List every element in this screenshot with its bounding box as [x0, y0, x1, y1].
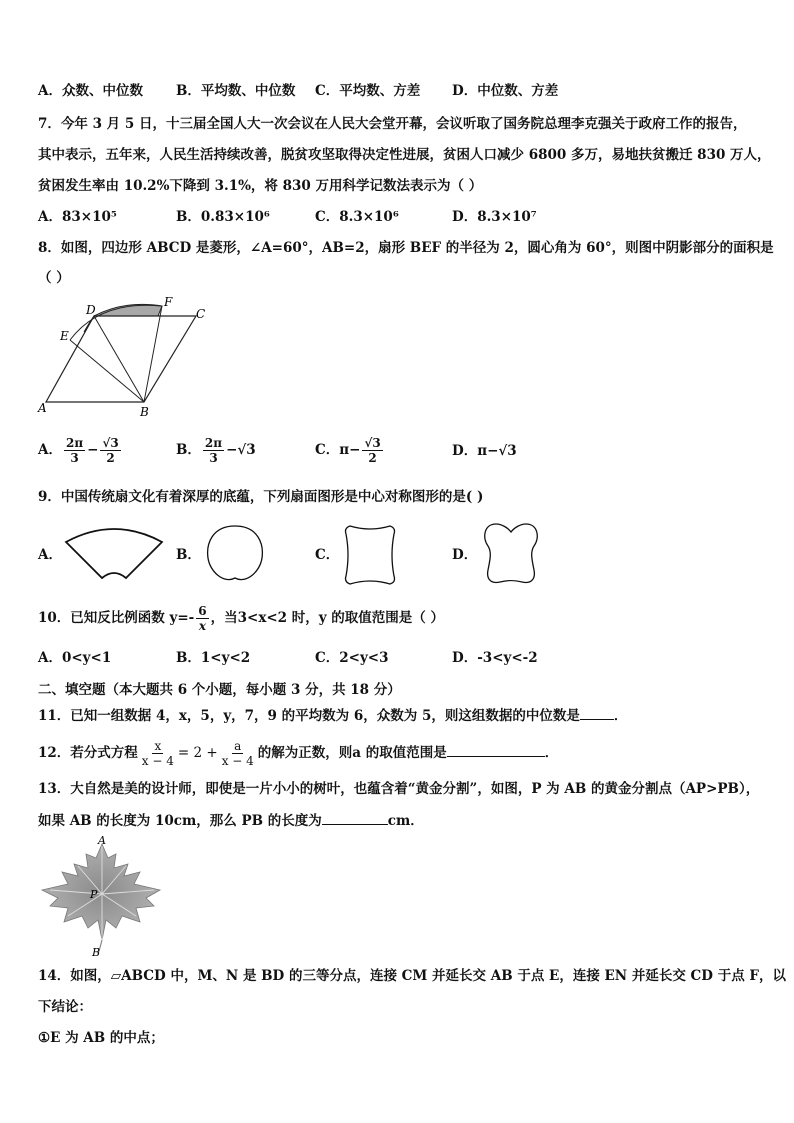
- q8-option-b-prefix: B．: [176, 442, 201, 458]
- q12-line: [38, 735, 558, 771]
- q10-option-d: D．-3<y<-2: [452, 650, 538, 666]
- q11-answer-blank: [580, 705, 614, 720]
- q6-option-b: B．平均数、中位数: [176, 83, 296, 99]
- q9-option-d: D．: [452, 547, 478, 563]
- rhombus-figure: [30, 292, 220, 420]
- q8-option-a-den1: 3: [70, 451, 79, 465]
- fan-shape-a-icon: [64, 524, 164, 584]
- q10-option-b: B．1<y<2: [176, 650, 251, 666]
- maple-leaf-figure: [36, 836, 168, 958]
- q6-option-a: A．众数、中位数: [38, 83, 143, 99]
- q8-option-d: D．π−√3: [452, 443, 517, 459]
- q8-option-a-frac2: [100, 436, 120, 465]
- q8-option-c-prefix: C．: [315, 442, 340, 458]
- q8-option-b: [176, 432, 256, 468]
- label-b: B: [140, 405, 149, 419]
- q7-option-c: C．8.3×10⁶: [315, 209, 399, 225]
- q6-option-c: C．平均数、方差: [315, 83, 421, 99]
- q10-pre: 10．已知反比例函数 y=-: [38, 610, 195, 626]
- q8-option-c-den: 2: [368, 451, 377, 465]
- q8-option-c-num: √3: [364, 436, 381, 450]
- q8-option-c: [315, 432, 385, 468]
- q8-option-a: [38, 432, 123, 468]
- q11-end: ．: [613, 708, 628, 724]
- q9-option-c: C．: [315, 547, 340, 563]
- q8-option-a-minus: −: [87, 442, 99, 458]
- q13-line-2-post: cm．: [387, 813, 424, 829]
- q10-post: ，当3<x<2 时，y 的取值范围是（ ）: [210, 610, 445, 626]
- label-c: C: [196, 307, 206, 321]
- q13-line-1: 13．大自然是美的设计师，即使是一片小小的树叶，也蕴含着“黄金分割”，如图，P 为 AB 的黄金分割点（AP>PB），: [38, 781, 760, 797]
- q8-line-1: 8．如图，四边形 ABCD 是菱形，∠A=60°，AB=2，扇形 BEF 的半径为 2，圆心角为 60°，则图中阴影部分的面积是: [38, 240, 774, 256]
- q7-option-a: A．83×10⁵: [38, 209, 117, 225]
- fan-shape-c-icon: [342, 522, 398, 588]
- q8-option-b-num: 2π: [204, 436, 223, 450]
- q9-option-a: A．: [38, 547, 62, 563]
- q14-line-1: 14．如图，▱ABCD 中，M、N 是 BD 的三等分点，连接 CM 并延长交 AB 于点 E，连接 EN 并延长交 CD 于点 F，以: [38, 968, 786, 984]
- q12-post: 的解为正数，则a 的取值范围是: [257, 745, 447, 761]
- q9-option-b: B．: [176, 547, 201, 563]
- q8-option-a-frac1: [64, 436, 85, 465]
- q11-text: 11．已知一组数据 4，x，5，y，7，9 的平均数为 6，众数为 5，则这组数据的中位数是: [38, 708, 580, 724]
- q6-option-d: D．中位数、方差: [452, 83, 559, 99]
- q8-option-a-num2: √3: [102, 436, 119, 450]
- q10-den: x: [198, 619, 206, 633]
- fan-shape-d-icon: [480, 520, 542, 588]
- label-f: F: [164, 295, 173, 309]
- label-e: E: [60, 329, 69, 343]
- q8-option-a-prefix: A．: [38, 442, 62, 458]
- q9-line-1: 9．中国传统扇文化有着深厚的底蕴，下列扇面图形是中心对称图形的是( ): [38, 489, 484, 505]
- q14-line-3: ①E 为 AB 的中点；: [38, 1030, 164, 1046]
- leaf-label-a: A: [98, 836, 106, 847]
- q12-num2: a: [234, 739, 242, 753]
- q8-option-c-frac: [362, 436, 382, 465]
- q13-answer-blank: [322, 810, 388, 825]
- q12-den2: x − 4: [221, 754, 254, 768]
- q8-option-b-den: 3: [209, 451, 218, 465]
- leaf-label-b: B: [92, 946, 101, 958]
- q14-line-2: 下结论：: [38, 999, 92, 1015]
- q13-line-2-pre: 如果 AB 的长度为 10cm，那么 PB 的长度为: [38, 813, 322, 829]
- q12-end: ．: [544, 745, 559, 761]
- q8-option-c-pre: π−: [339, 442, 361, 458]
- q10-option-c: C．2<y<3: [315, 650, 389, 666]
- leaf-label-p: P: [90, 888, 98, 901]
- fan-shape-b-icon: [204, 522, 266, 588]
- q8-option-b-frac: [203, 436, 224, 465]
- q10-frac: [196, 604, 208, 633]
- q7-option-d: D．8.3×10⁷: [452, 209, 537, 225]
- q8-option-a-den2: 2: [106, 451, 115, 465]
- q8-option-b-rest: −√3: [226, 442, 256, 458]
- q10-line: [38, 604, 444, 633]
- q7-line-1: 7．今年 3 月 5 日，十三届全国人大一次会议在人民大会堂开幕，会议听取了国务院总理李克强关于政府工作的报告，: [38, 116, 747, 132]
- q10-option-a: A．0<y<1: [38, 650, 112, 666]
- q12-den1: x − 4: [141, 754, 174, 768]
- q12-mid: = 2 +: [177, 745, 218, 761]
- q7-option-b: B．0.83×10⁶: [176, 209, 270, 225]
- q12-pre: 12．若分式方程: [38, 745, 138, 761]
- q12-frac1: [140, 739, 176, 768]
- q10-num: 6: [198, 604, 207, 618]
- q13-line-2: [38, 810, 424, 831]
- q7-line-2: 其中表示，五年来，人民生活持续改善，脱贫攻坚取得决定性进展，贫困人口减少 6800 多万，易地扶贫搬迁 830 万人，: [38, 147, 771, 163]
- q11-line: [38, 705, 627, 726]
- q12-answer-blank: [447, 742, 545, 757]
- q12-num1: x: [154, 739, 162, 753]
- q8-line-2: （ ）: [38, 270, 70, 286]
- label-a: A: [38, 401, 47, 415]
- q8-option-a-num1: 2π: [65, 436, 84, 450]
- label-d: D: [86, 303, 96, 317]
- section-heading: 二、填空题（本大题共 6 个小题，每小题 3 分，共 18 分）: [38, 682, 401, 698]
- q7-line-3: 贫困发生率由 10.2%下降到 3.1%，将 830 万用科学记数法表示为（ ）: [38, 178, 483, 194]
- q12-frac2: [220, 739, 256, 768]
